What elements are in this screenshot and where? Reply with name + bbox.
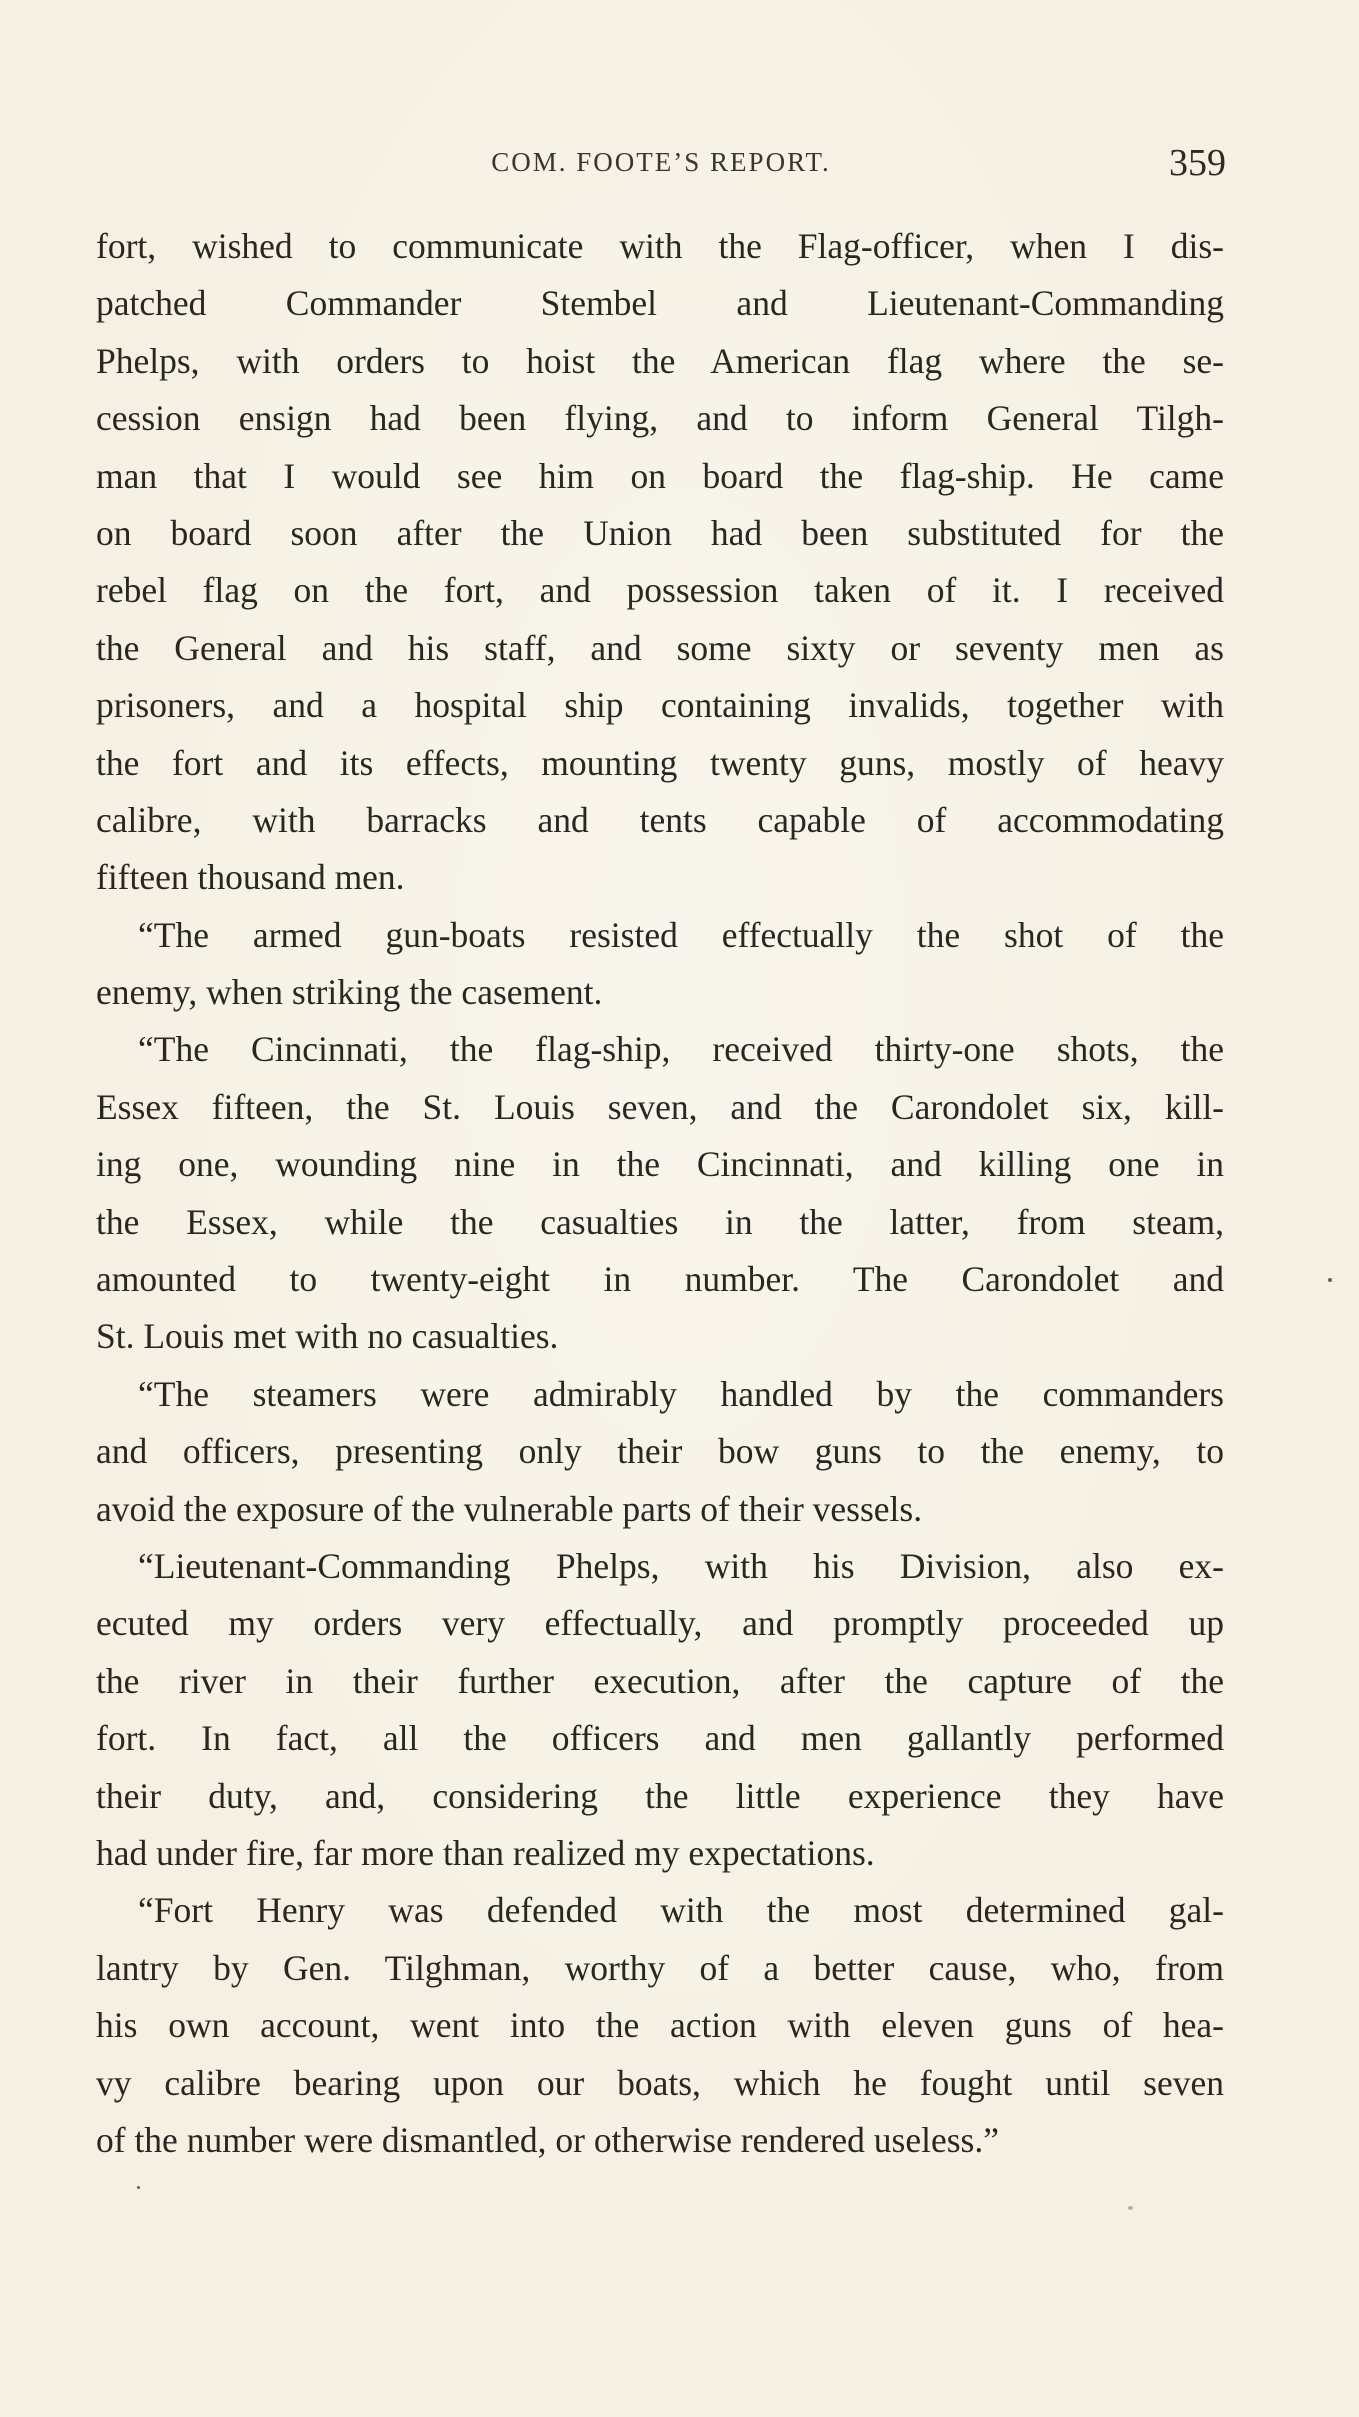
text-line: and officers, presenting only their bow guns to the enemy, to bbox=[96, 1431, 1224, 1472]
text-line: ecuted my orders very effectually, and promptly proceeded up bbox=[96, 1603, 1224, 1644]
text-line: “The steamers were admirably handled by the commanders bbox=[138, 1373, 1224, 1414]
ink-speck bbox=[1328, 1278, 1332, 1282]
text-line: on board soon after the Union had been substituted for the bbox=[96, 512, 1224, 553]
text-line: “The Cincinnati, the flag-ship, received thirty-one shots, the bbox=[138, 1029, 1224, 1070]
text-line: lantry by Gen. Tilghman, worthy of a better cause, who, from bbox=[96, 1947, 1224, 1988]
text-line: calibre, with barracks and tents capable of accommodating bbox=[96, 799, 1224, 840]
running-head bbox=[96, 142, 1226, 185]
body-text bbox=[96, 218, 1224, 2169]
text-line: ing one, wounding nine in the Cincinnati, and killing one in bbox=[96, 1144, 1224, 1185]
text-line: avoid the exposure of the vulnerable parts of their vessels. bbox=[96, 1488, 923, 1529]
text-line: prisoners, and a hospital ship containing invalids, together with bbox=[96, 685, 1224, 726]
text-line: cession ensign had been flying, and to inform General Tilgh- bbox=[96, 398, 1224, 439]
text-line: their duty, and, considering the little experience they have bbox=[96, 1775, 1224, 1816]
text-line: the General and his staff, and some sixty or seventy men as bbox=[96, 627, 1224, 668]
text-line: patched Commander Stembel and Lieutenant-Commanding bbox=[96, 283, 1224, 324]
text-line: Phelps, with orders to hoist the American flag where the se- bbox=[96, 340, 1224, 381]
text-line: fifteen thousand men. bbox=[96, 857, 405, 898]
text-line: the Essex, while the casualties in the latter, from steam, bbox=[96, 1201, 1224, 1242]
text-line: “The armed gun-boats resisted effectually the shot of the bbox=[138, 914, 1224, 955]
text-line: “Fort Henry was defended with the most determined gal- bbox=[138, 1890, 1224, 1931]
ink-speck bbox=[137, 2186, 140, 2189]
text-line: “Lieutenant-Commanding Phelps, with his Division, also ex- bbox=[138, 1545, 1224, 1586]
text-line: had under fire, far more than realized my expectations. bbox=[96, 1832, 875, 1873]
text-line: man that I would see him on board the flag-ship. He came bbox=[96, 455, 1224, 496]
text-line: enemy, when striking the casement. bbox=[96, 972, 603, 1013]
text-line: rebel flag on the fort, and possession taken of it. I received bbox=[96, 570, 1224, 611]
text-line: Essex fifteen, the St. Louis seven, and the Carondolet six, kill- bbox=[96, 1086, 1224, 1127]
text-line: of the number were dismantled, or otherwise rendered useless.” bbox=[96, 2119, 999, 2160]
page-number: 359 bbox=[1169, 142, 1226, 184]
ink-speck bbox=[1128, 2206, 1133, 2210]
text-line: St. Louis met with no casualties. bbox=[96, 1316, 559, 1357]
running-title: COM. FOOTE’S REPORT. bbox=[491, 147, 831, 177]
text-line: amounted to twenty-eight in number. The Carondolet and bbox=[96, 1259, 1224, 1300]
text-line: fort. In fact, all the officers and men gallantly performed bbox=[96, 1718, 1224, 1759]
text-line: vy calibre bearing upon our boats, which he fought until seven bbox=[96, 2062, 1224, 2103]
text-line: the fort and its effects, mounting twenty guns, mostly of heavy bbox=[96, 742, 1224, 783]
text-line: the river in their further execution, after the capture of the bbox=[96, 1660, 1224, 1701]
text-line: fort, wished to communicate with the Flag-officer, when I dis- bbox=[96, 226, 1224, 266]
text-line: his own account, went into the action with eleven guns of hea- bbox=[96, 2005, 1224, 2046]
